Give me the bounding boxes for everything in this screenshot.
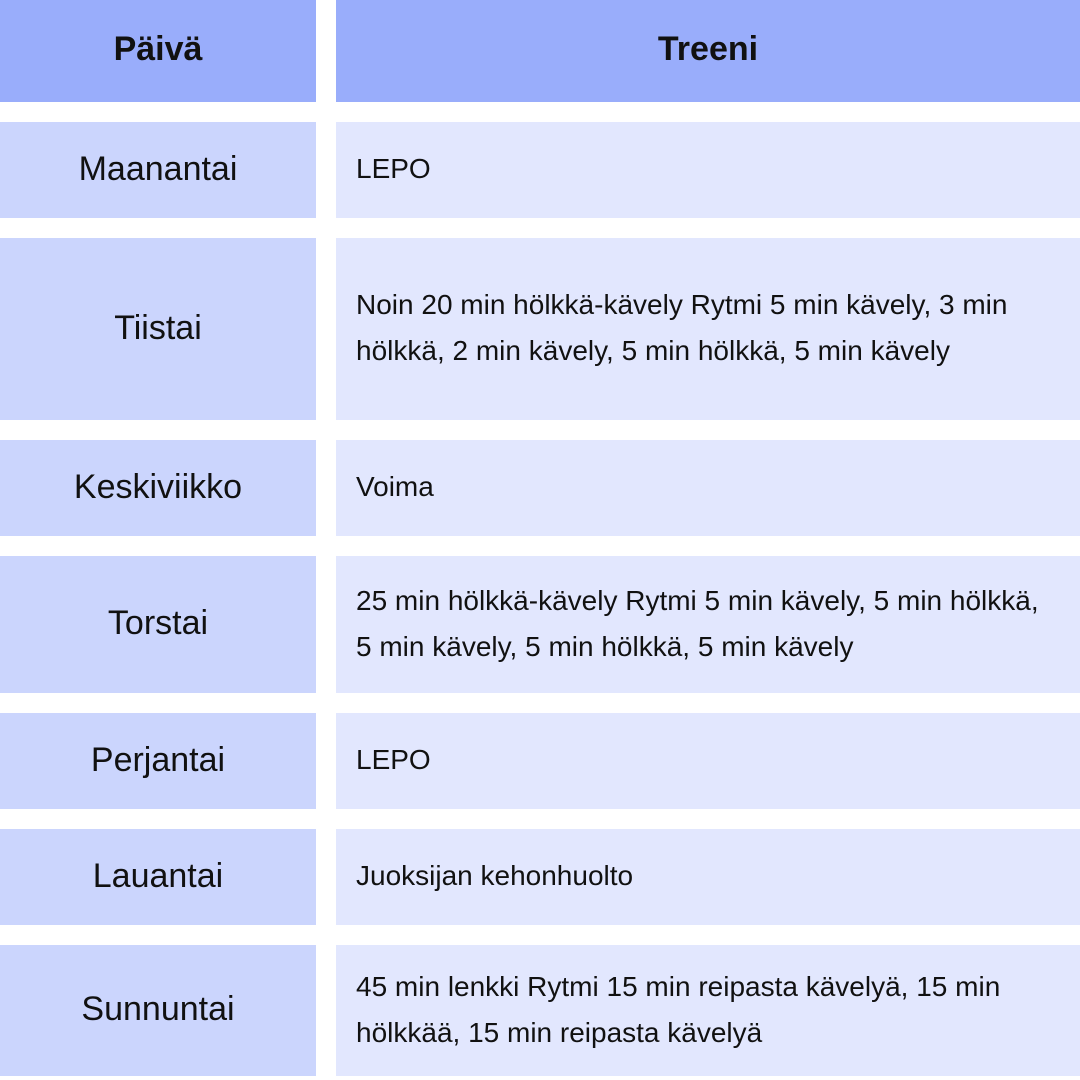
header-day [0,0,316,102]
workout-cell-saturday [336,829,1080,925]
day-label: Keskiviikko [73,467,243,506]
day-label: Tiistai [114,308,202,347]
workout-cell-friday [336,713,1080,809]
workout-text: Juoksijan kehonhuolto [356,860,634,891]
workout-text: LEPO [356,153,431,184]
day-cell-saturday [0,829,316,925]
workout-text: 45 min lenkki Rytmi 15 min reipasta kävelyä, 15 min hölkkää, 15 min reipasta kävelyä [356,970,1001,1048]
workout-text: Noin 20 min hölkkä-kävely Rytmi 5 min kävely, 3 min hölkkä, 2 min kävely, 5 min hölkkä, 5 min kävely [356,289,1008,366]
day-cell-thursday [0,556,316,693]
day-cell-tuesday [0,238,316,420]
day-label: Maanantai [78,149,238,188]
workout-cell-wednesday [336,440,1080,536]
workout-text: LEPO [356,744,431,775]
workout-cell-monday [336,122,1080,218]
day-label: Perjantai [90,740,226,779]
workout-text: Voima [356,471,434,502]
day-label: Torstai [107,604,209,642]
day-cell-monday [0,122,316,218]
day-label: Sunnuntai [81,990,235,1028]
header-day-label: Päivä [113,29,203,68]
header-workout [336,0,1080,102]
day-cell-wednesday [0,440,316,536]
workout-cell-sunday [336,945,1080,1076]
header-workout-label: Treeni [657,29,759,68]
workout-text: 25 min hölkkä-kävely Rytmi 5 min kävely, 5 min hölkkä, 5 min kävely, 5 min hölkkä, 5 min kävely [356,584,1039,662]
day-cell-friday [0,713,316,809]
day-cell-sunday [0,945,316,1076]
day-label: Lauantai [92,856,224,895]
workout-cell-thursday [336,556,1080,693]
workout-cell-tuesday [336,238,1080,420]
